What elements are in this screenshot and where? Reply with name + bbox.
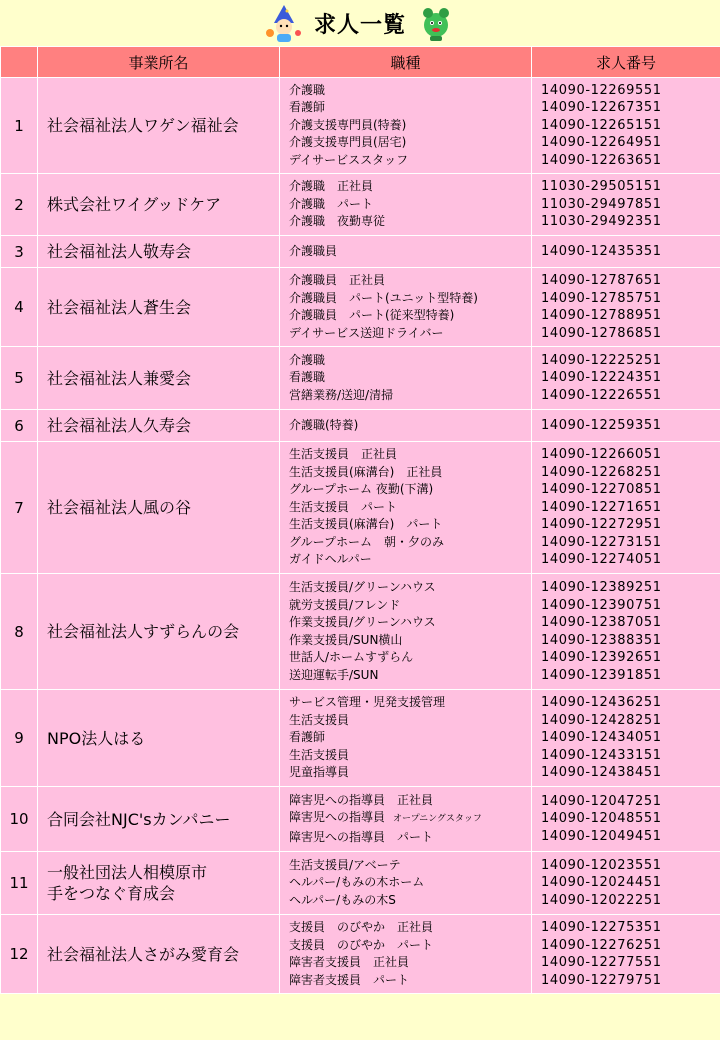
job-id: 11030-29505151	[541, 179, 662, 195]
organization-name-line: 社会福祉法人さがみ愛育会	[47, 944, 240, 964]
job-type-text: デイサービス送迎ドライバー	[289, 325, 444, 340]
table-row	[1, 236, 720, 268]
job-type-text: 就労支援員/フレンド	[289, 597, 401, 612]
job-id-list	[532, 787, 720, 852]
job-type-text: 介護職員 パート(ユニット型特養)	[289, 290, 478, 305]
wizard-mascot-icon	[264, 3, 304, 43]
job-id-list	[532, 174, 720, 236]
table-row	[1, 915, 720, 994]
job-id: 14090-12023551	[541, 857, 662, 873]
job-type-list	[280, 78, 532, 174]
job-id: 14090-12226551	[541, 387, 662, 403]
job-type	[289, 290, 531, 308]
job-type-text: 作業支援員/SUN横山	[289, 632, 403, 647]
job-type-text: 看護職	[289, 370, 326, 385]
header-job-id: 求人番号	[532, 47, 720, 78]
job-type-list	[280, 852, 532, 915]
row-number: 12	[1, 915, 38, 994]
organization-name	[38, 690, 280, 787]
job-type-list	[280, 442, 532, 574]
job-id-list	[532, 410, 720, 442]
job-type-text: 介護職	[289, 82, 326, 97]
job-type-text: 介護職員 パート(従来型特養)	[289, 308, 455, 322]
job-id: 14090-12392651	[541, 650, 662, 665]
job-id-list	[532, 690, 720, 787]
job-type-text: 障害児への指導員	[289, 810, 386, 825]
job-type-text: 介護職	[289, 352, 326, 367]
job-id: 14090-12277551	[541, 955, 662, 970]
job-type-list	[280, 915, 532, 994]
job-type-text: 介護職 正社員	[289, 179, 374, 194]
organization-name-line: 手をつなぐ育成会	[47, 884, 176, 903]
job-type	[289, 243, 531, 261]
job-type	[289, 764, 531, 782]
organization-name	[38, 574, 280, 690]
organization-name	[38, 78, 280, 174]
organization-name	[38, 442, 280, 574]
job-type-text: 世話人/ホームすずらん	[289, 650, 414, 664]
job-id: 14090-12259351	[541, 417, 662, 433]
table-row	[1, 442, 720, 574]
organization-name	[38, 410, 280, 442]
header-job-type: 職種	[280, 47, 532, 78]
job-type-text: 支援員 のびやか パート	[289, 937, 434, 952]
job-id: 14090-12265151	[541, 117, 662, 133]
job-id: 14090-12788951	[541, 308, 662, 323]
green-creature-mascot-icon	[416, 3, 456, 43]
row-number: 5	[1, 347, 38, 410]
job-id: 14090-12263651	[541, 152, 662, 168]
table-row	[1, 852, 720, 915]
job-type	[289, 874, 531, 892]
job-id: 14090-12438451	[541, 765, 662, 781]
job-type-text: 介護職員 正社員	[289, 273, 386, 287]
job-type-list	[280, 574, 532, 690]
table-row	[1, 347, 720, 410]
row-number: 8	[1, 574, 38, 690]
job-id: 14090-12388351	[541, 632, 662, 648]
job-type-list	[280, 347, 532, 410]
table-row	[1, 78, 720, 174]
organization-name-line: 社会福祉法人敬寿会	[47, 242, 192, 261]
job-id: 14090-12268251	[541, 464, 662, 480]
job-id-list	[532, 236, 720, 268]
job-type-text: 障害者支援員 パート	[289, 972, 410, 987]
job-type	[289, 178, 531, 196]
row-number: 6	[1, 410, 38, 442]
job-type	[289, 712, 531, 730]
organization-name-line: 一般社団法人相模原市	[47, 863, 208, 882]
job-type-text: 介護支援専門員(居宅)	[289, 135, 407, 150]
job-type	[289, 729, 531, 747]
job-type	[289, 632, 531, 650]
job-id-list	[532, 78, 720, 174]
organization-name-line: 合同会社NJC'sカンパニー	[47, 809, 231, 829]
table-row	[1, 690, 720, 787]
job-id: 14090-12264951	[541, 135, 662, 151]
job-type	[289, 937, 531, 955]
job-type	[289, 464, 531, 482]
job-type	[289, 272, 531, 290]
job-id: 14090-12434051	[541, 730, 662, 746]
job-type	[289, 387, 531, 405]
job-type	[289, 667, 531, 685]
job-type-text: 看護師	[289, 730, 326, 745]
job-type	[289, 954, 531, 972]
organization-name	[38, 787, 280, 852]
job-type-text: ヘルパー/もみの木S	[289, 892, 396, 907]
job-type	[289, 829, 531, 847]
job-type-list	[280, 236, 532, 268]
job-type-text: 生活支援員/アベーテ	[289, 857, 401, 872]
job-id: 14090-12275351	[541, 920, 662, 935]
job-type	[289, 99, 531, 117]
organization-name	[38, 852, 280, 915]
job-type	[289, 551, 531, 569]
job-type-text: ヘルパー/もみの木ホーム	[289, 875, 425, 890]
job-type	[289, 352, 531, 370]
job-type-text: ガイドヘルパー	[289, 552, 372, 567]
job-id: 14090-12787651	[541, 273, 662, 288]
job-id: 14090-12024451	[541, 875, 662, 891]
job-type	[289, 792, 531, 810]
job-id: 14090-12271651	[541, 499, 662, 515]
organization-name	[38, 915, 280, 994]
row-number: 3	[1, 236, 38, 268]
organization-name	[38, 268, 280, 347]
table-header-row	[1, 47, 720, 78]
row-number: 10	[1, 787, 38, 852]
job-type-text: グループホーム 朝・夕のみ	[289, 534, 445, 549]
job-id: 14090-12047251	[541, 793, 662, 809]
job-id-list	[532, 852, 720, 915]
job-type	[289, 196, 531, 214]
job-type-text: グループホーム 夜勤(下溝)	[289, 482, 434, 497]
job-type-text: 介護職員	[289, 243, 338, 258]
job-id: 14090-12267351	[541, 100, 662, 116]
job-id-list	[532, 347, 720, 410]
job-type	[289, 747, 531, 765]
job-type	[289, 117, 531, 135]
job-id: 14090-12048551	[541, 811, 662, 827]
job-type-list	[280, 690, 532, 787]
job-type-text: 送迎運転手/SUN	[289, 667, 379, 682]
table-row	[1, 268, 720, 347]
organization-name-line: 社会福祉法人兼愛会	[47, 368, 192, 388]
job-type	[289, 809, 531, 829]
organization-name	[38, 174, 280, 236]
job-type-text: 生活支援員/グリーンハウス	[289, 580, 436, 594]
job-id: 14090-12270851	[541, 482, 662, 498]
job-id-list	[532, 915, 720, 994]
table-row	[1, 574, 720, 690]
job-type	[289, 152, 531, 170]
job-type	[289, 307, 531, 325]
job-type-text: 障害児への指導員 パート	[289, 829, 434, 844]
job-type-text: 生活支援員 正社員	[289, 447, 398, 462]
organization-name	[38, 236, 280, 268]
row-number: 9	[1, 690, 38, 787]
organization-name-line: 社会福祉法人すずらんの会	[47, 622, 240, 641]
job-id: 14090-12224351	[541, 370, 662, 386]
job-type	[289, 694, 531, 712]
job-id: 14090-12272951	[541, 517, 662, 533]
job-type	[289, 892, 531, 910]
job-type	[289, 614, 531, 632]
organization-name-line: 社会福祉法人風の谷	[47, 498, 192, 517]
job-id: 14090-12389251	[541, 580, 662, 595]
page-title: 求人一覧	[313, 12, 406, 38]
organization-name-line: NPO法人はる	[47, 728, 146, 748]
job-id: 14090-12273151	[541, 534, 662, 550]
job-type-note: オープニングスタッフ	[393, 814, 482, 825]
job-type	[289, 597, 531, 615]
job-id: 14090-12225251	[541, 352, 662, 368]
job-id: 14090-12387051	[541, 615, 662, 630]
job-type-list	[280, 787, 532, 852]
job-type	[289, 325, 531, 343]
job-type	[289, 417, 531, 435]
job-type-text: 介護職 パート	[289, 196, 374, 211]
job-id: 11030-29497851	[541, 196, 662, 212]
job-id: 14090-12266051	[541, 447, 662, 463]
job-id: 14090-12435351	[541, 243, 662, 259]
job-id: 14090-12022251	[541, 892, 662, 908]
job-type-text: 支援員 のびやか 正社員	[289, 920, 434, 934]
job-type	[289, 134, 531, 152]
row-number: 1	[1, 78, 38, 174]
job-type-text: デイサービススタッフ	[289, 152, 409, 167]
job-type	[289, 446, 531, 464]
job-type-list	[280, 410, 532, 442]
job-type-text: 生活支援員(麻溝台) 正社員	[289, 464, 443, 479]
organization-name	[38, 347, 280, 410]
job-type-text: 介護職 夜勤専従	[289, 214, 386, 229]
job-type	[289, 213, 531, 231]
job-id: 14090-12428251	[541, 712, 662, 728]
job-type-text: 児童指導員	[289, 765, 350, 780]
job-id-list	[532, 268, 720, 347]
job-type	[289, 369, 531, 387]
header-number	[1, 47, 38, 78]
job-type-text: 作業支援員/グリーンハウス	[289, 615, 436, 629]
job-id: 14090-12785751	[541, 290, 662, 306]
table-row	[1, 410, 720, 442]
job-id: 14090-12049451	[541, 828, 662, 844]
organization-name-line: 社会福祉法人蒼生会	[47, 297, 192, 317]
job-type-text: 生活支援員	[289, 712, 350, 727]
job-type-text: 介護職(特養)	[289, 417, 359, 432]
job-id-list	[532, 574, 720, 690]
job-id: 14090-12786851	[541, 325, 662, 341]
job-type-text: 営繕業務/送迎/清掃	[289, 387, 394, 402]
job-type	[289, 972, 531, 990]
row-number: 2	[1, 174, 38, 236]
job-type-text: 生活支援員(麻溝台) パート	[289, 517, 443, 532]
job-type-text: 障害者支援員 正社員	[289, 955, 410, 969]
job-type	[289, 481, 531, 499]
job-type	[289, 579, 531, 597]
table-row	[1, 787, 720, 852]
job-id: 14090-12269551	[541, 82, 662, 98]
job-type	[289, 516, 531, 534]
job-type	[289, 649, 531, 667]
row-number: 4	[1, 268, 38, 347]
organization-name-line: 社会福祉法人久寿会	[47, 416, 192, 435]
job-type-text: 生活支援員 パート	[289, 499, 398, 514]
job-id: 14090-12390751	[541, 597, 662, 613]
job-id: 14090-12274051	[541, 552, 662, 568]
organization-name-line: 社会福祉法人ワゲン福祉会	[47, 116, 239, 135]
job-type	[289, 534, 531, 552]
job-type-list	[280, 174, 532, 236]
job-type	[289, 857, 531, 875]
job-id: 11030-29492351	[541, 214, 662, 230]
row-number: 7	[1, 442, 38, 574]
job-id-list	[532, 442, 720, 574]
job-type-text: 看護師	[289, 100, 326, 115]
job-id: 14090-12279751	[541, 972, 662, 988]
job-type-text: 介護支援専門員(特養)	[289, 117, 407, 132]
organization-name-line: 株式会社ワイグッドケア	[47, 195, 222, 214]
job-type	[289, 499, 531, 517]
header-organization: 事業所名	[38, 47, 280, 78]
job-type-text: 障害児への指導員 正社員	[289, 792, 434, 807]
job-type	[289, 919, 531, 937]
job-id: 14090-12433151	[541, 747, 662, 763]
job-id: 14090-12391851	[541, 667, 662, 683]
job-type	[289, 82, 531, 100]
job-type-text: サービス管理・児発支援管理	[289, 695, 446, 710]
job-type-list	[280, 268, 532, 347]
table-row	[1, 174, 720, 236]
row-number: 11	[1, 852, 38, 915]
job-id: 14090-12276251	[541, 937, 662, 953]
job-listing-table	[0, 46, 720, 994]
title-bar	[0, 0, 720, 46]
job-type-text: 生活支援員	[289, 747, 350, 762]
job-id: 14090-12436251	[541, 695, 662, 711]
